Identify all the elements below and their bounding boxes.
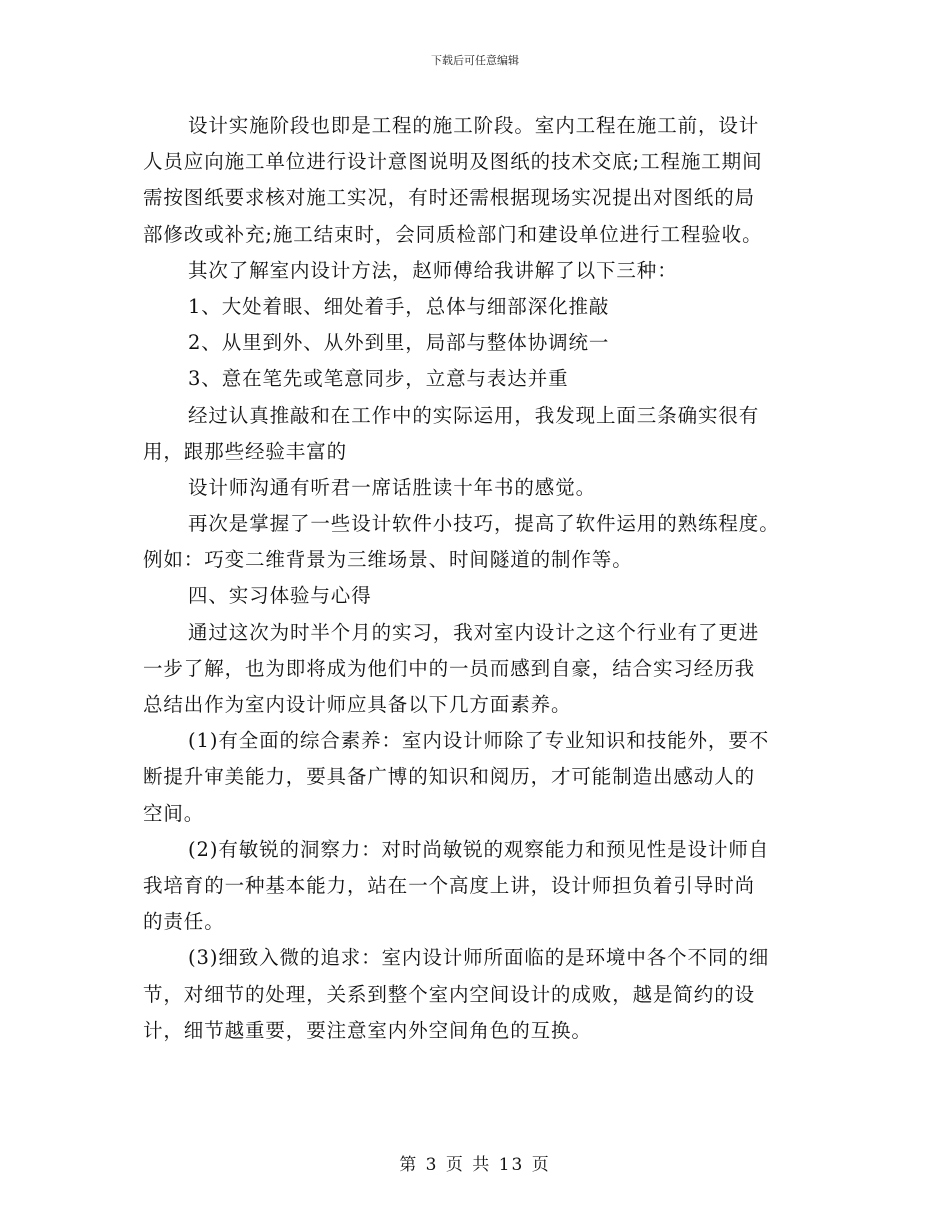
paragraph-line: 人员应向施工单位进行设计意图说明及图纸的技术交底;工程施工期间 [143, 150, 763, 174]
paragraph-line: 用，跟那些经验丰富的 [143, 439, 348, 463]
paragraph-line: 空间。 [143, 801, 205, 825]
list-item: 2、从里到外、从外到里，局部与整体协调统一 [188, 331, 610, 355]
paragraph-line: 总结出作为室内设计师应具备以下几方面素养。 [143, 693, 572, 716]
paragraph-line: 经过认真推敲和在工作中的实际运用，我发现上面三条确实很有 [188, 403, 760, 427]
paragraph-line: 通过这次为时半个月的实习，我对室内设计之这个行业有了更进 [188, 620, 760, 644]
paragraph-line: (2)有敏锐的洞察力：对时尚敏锐的观察能力和预见性是设计师自 [188, 837, 770, 861]
page-number: 第 3 页 共 13 页 [399, 1155, 551, 1175]
paragraph-line: 的责任。 [143, 910, 225, 934]
paragraph-line: 断提升审美能力，要具备广博的知识和阅历，才可能制造出感动人的 [143, 765, 756, 789]
paragraph-line: 计，细节越重要，要注意室内外空间角色的互换。 [143, 1018, 592, 1042]
paragraph-line: (3)细致入微的追求：室内设计师所面临的是环境中各个不同的细 [188, 946, 770, 970]
paragraph-line: 节，对细节的处理，关系到整个室内空间设计的成败，越是简约的设 [143, 982, 756, 1006]
page-header: 下载后可任意编辑 [431, 54, 519, 67]
paragraph-line: 设计师沟通有听君一席话胜读十年书的感觉。 [188, 475, 597, 499]
paragraph-line: 我培育的一种基本能力，站在一个高度上讲，设计师担负着引导时尚 [143, 873, 756, 897]
paragraph-line: 其次了解室内设计方法，赵师傅给我讲解了以下三种： [188, 258, 678, 282]
paragraph-line: 例如：巧变二维背景为三维场景、时间隧道的制作等。 [143, 548, 633, 572]
paragraph-line: 设计实施阶段也即是工程的施工阶段。室内工程在施工前，设计 [188, 114, 760, 137]
list-item: 3、意在笔先或笔意同步，立意与表达并重 [188, 367, 569, 391]
body-text [143, 108, 809, 1049]
paragraph-line: 需按图纸要求核对施工实况，有时还需根据现场实况提出对图纸的局 [143, 186, 756, 210]
paragraph-line: 再次是掌握了一些设计软件小技巧，提高了软件运用的熟练程度。 [188, 512, 780, 536]
paragraph-line: (1)有全面的综合素养：室内设计师除了专业知识和技能外，要不 [188, 729, 770, 753]
paragraph-line: 一步了解，也为即将成为他们中的一员而感到自豪，结合实习经历我 [143, 656, 756, 680]
section-heading: 四、实习体验与心得 [188, 584, 372, 608]
list-item: 1、大处着眼、细处着手，总体与细部深化推敲 [188, 294, 610, 318]
paragraph-line: 部修改或补充;施工结束时，会同质检部门和建设单位进行工程验收。 [143, 222, 763, 246]
